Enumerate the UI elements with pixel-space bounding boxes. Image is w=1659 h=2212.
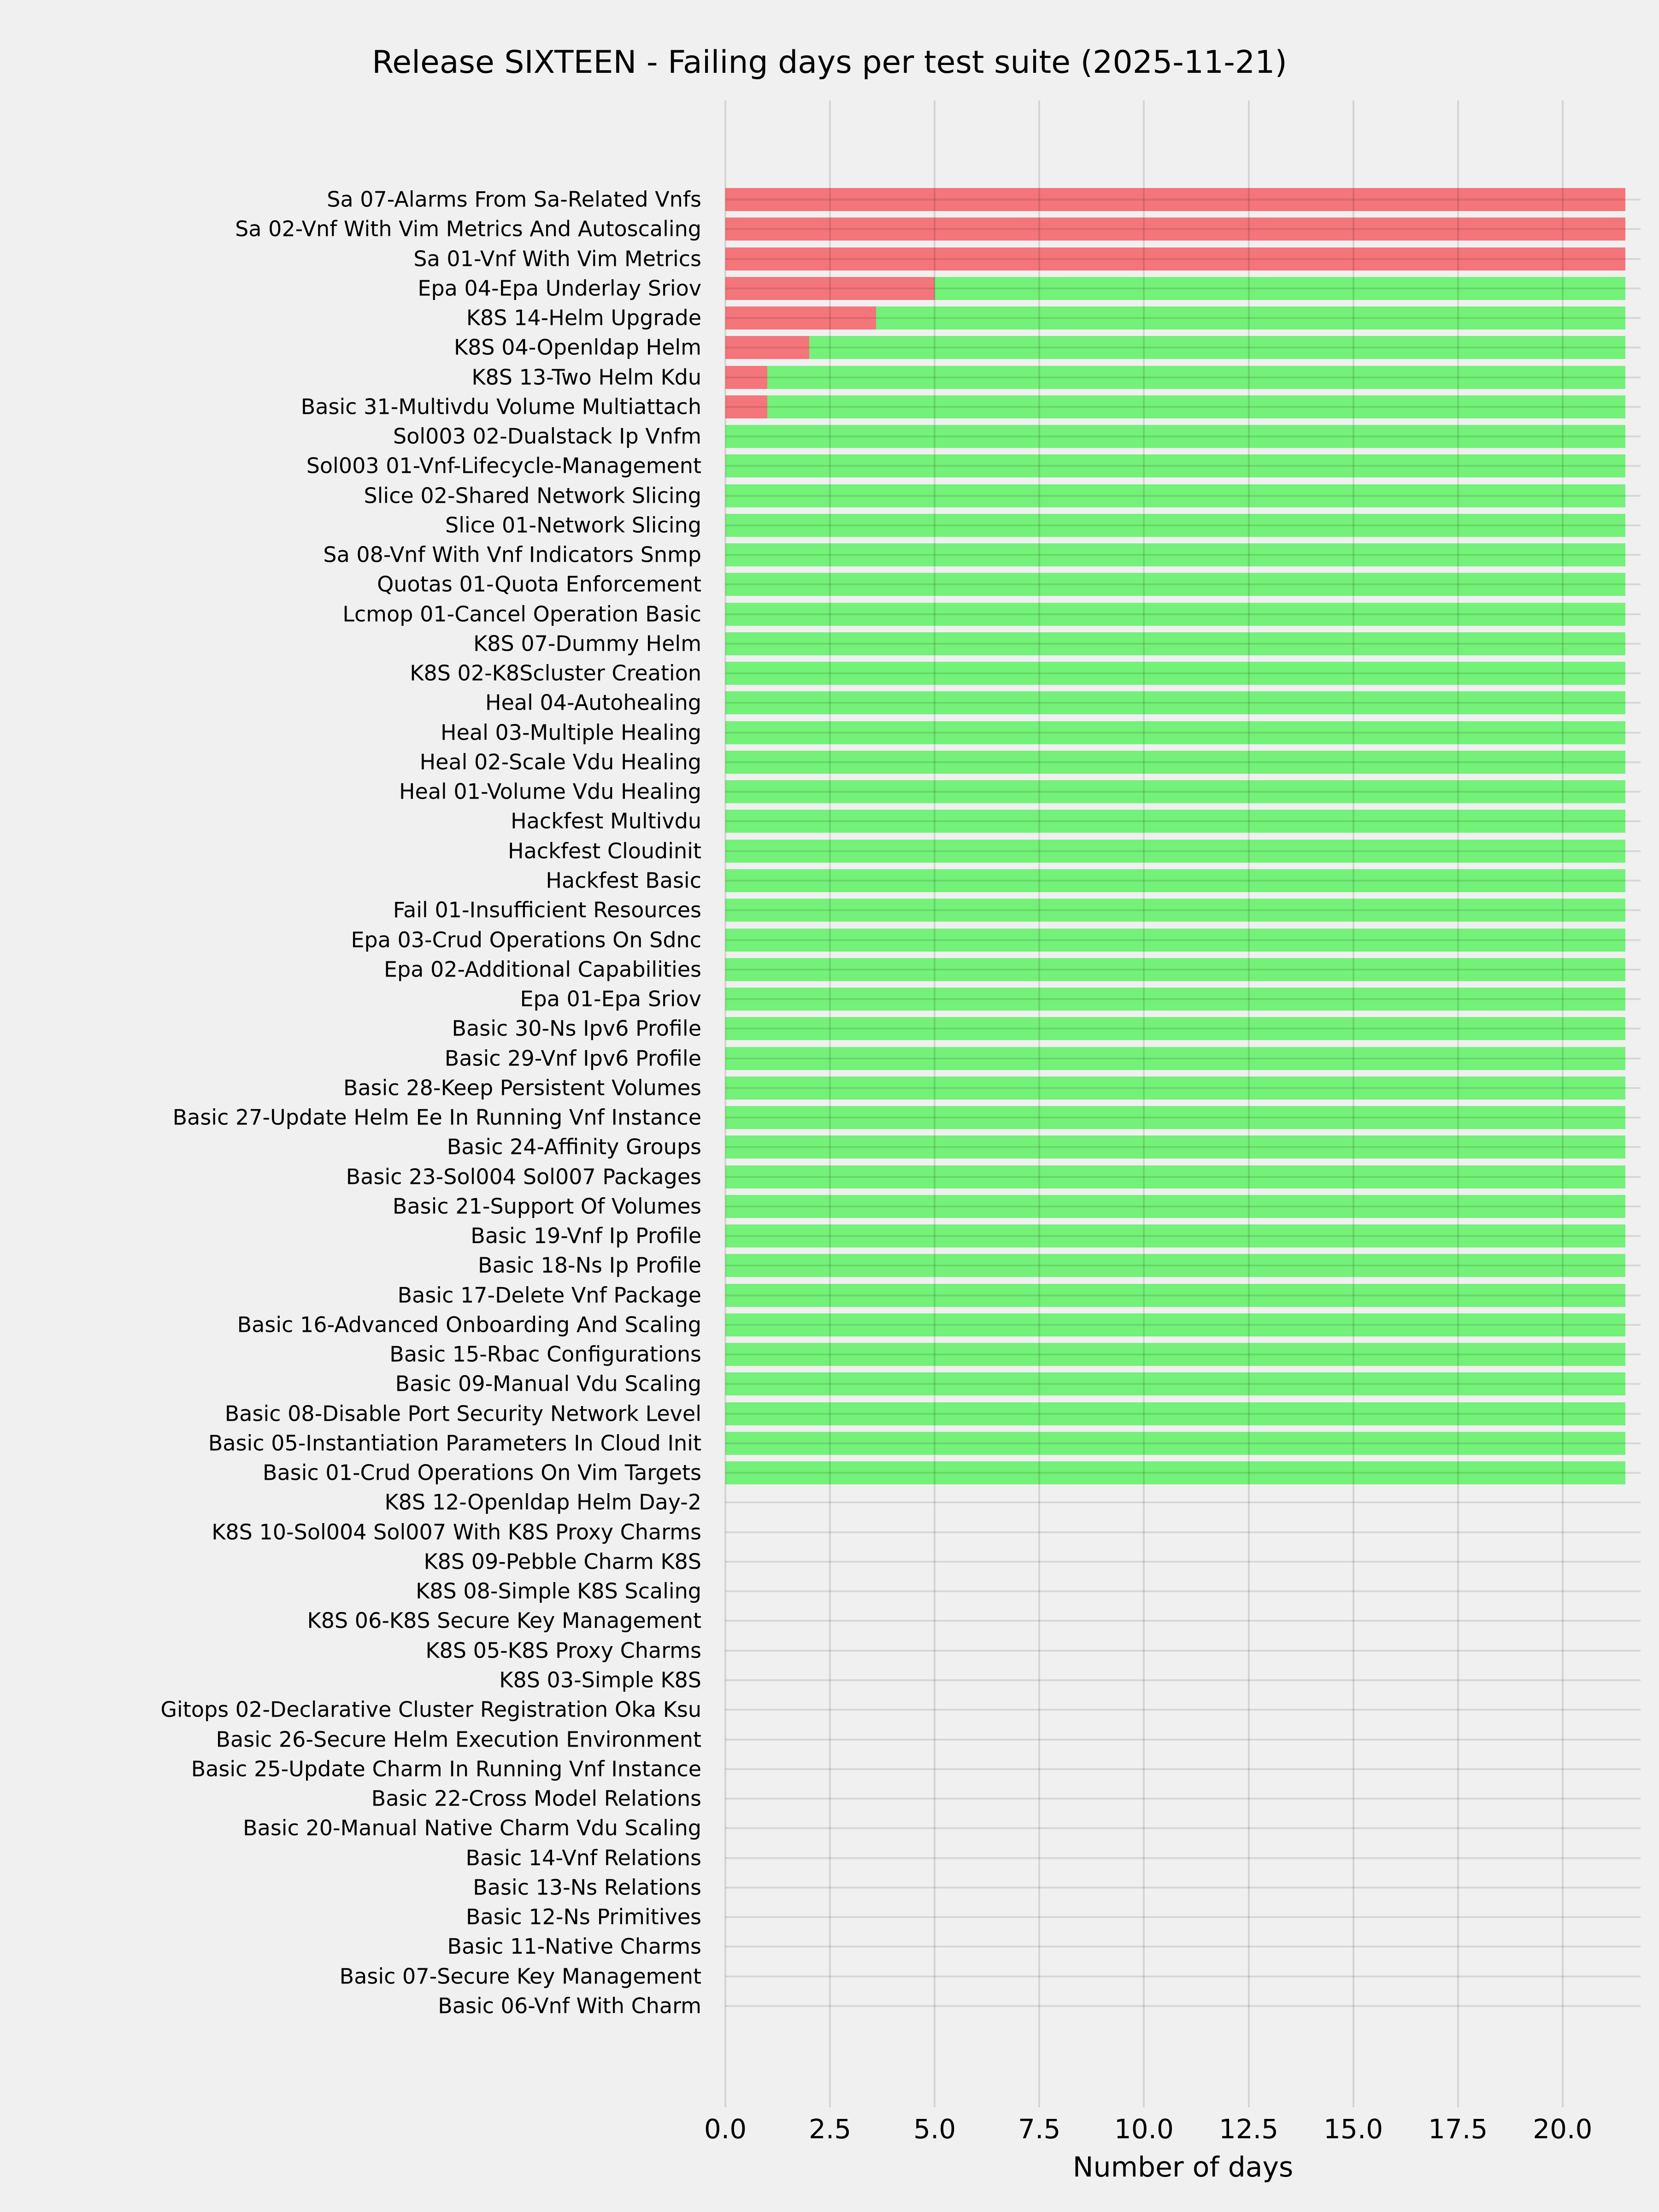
y-gridline bbox=[725, 258, 1641, 260]
x-gridline bbox=[934, 100, 935, 2107]
y-gridline bbox=[725, 1235, 1641, 1237]
category-label: Basic 05-Instantiation Parameters In Cloud Init bbox=[208, 1430, 701, 1456]
y-gridline bbox=[725, 406, 1641, 408]
x-tick-label: 7.5 bbox=[1018, 2113, 1061, 2145]
category-label: Basic 01-Crud Operations On Vim Targets bbox=[263, 1460, 701, 1485]
category-label: Heal 01-Volume Vdu Healing bbox=[399, 779, 701, 804]
category-label: Basic 19-Vnf Ip Profile bbox=[471, 1223, 701, 1248]
category-label: Sa 08-Vnf With Vnf Indicators Snmp bbox=[323, 542, 701, 567]
category-label: Heal 02-Scale Vdu Healing bbox=[419, 749, 701, 775]
x-axis-title: Number of days bbox=[1072, 2151, 1294, 2183]
y-gridline bbox=[725, 495, 1641, 497]
category-label: Gitops 02-Declarative Cluster Registration Oka Ksu bbox=[160, 1697, 701, 1722]
x-tick-label: 0.0 bbox=[704, 2113, 747, 2145]
y-gridline bbox=[725, 880, 1641, 882]
category-label: Basic 29-Vnf Ipv6 Profile bbox=[444, 1046, 701, 1071]
category-label: Basic 20-Manual Native Charm Vdu Scaling bbox=[243, 1816, 701, 1841]
x-gridline bbox=[724, 100, 726, 2107]
category-label: Slice 01-Network Slicing bbox=[445, 512, 701, 538]
y-gridline bbox=[725, 909, 1641, 911]
x-tick-label: 20.0 bbox=[1533, 2113, 1593, 2145]
category-label: Basic 22-Cross Model Relations bbox=[371, 1786, 701, 1811]
x-tick-label: 12.5 bbox=[1218, 2113, 1279, 2145]
x-gridline bbox=[1353, 100, 1354, 2107]
category-label: K8S 12-Openldap Helm Day-2 bbox=[384, 1490, 701, 1515]
y-gridline bbox=[725, 998, 1641, 1000]
y-gridline bbox=[725, 1827, 1641, 1829]
category-label: K8S 02-K8Scluster Creation bbox=[410, 660, 701, 686]
x-gridline bbox=[1248, 100, 1250, 2107]
y-gridline bbox=[725, 554, 1641, 556]
y-gridline bbox=[725, 1887, 1641, 1888]
category-label: Epa 03-Crud Operations On Sdnc bbox=[351, 927, 701, 953]
y-gridline bbox=[725, 850, 1641, 852]
x-gridline bbox=[829, 100, 831, 2107]
category-label: Basic 13-Ns Relations bbox=[473, 1875, 701, 1900]
y-gridline bbox=[725, 1383, 1641, 1385]
category-label: Basic 12-Ns Primitives bbox=[465, 1904, 701, 1930]
y-gridline bbox=[725, 1531, 1641, 1533]
category-label: Basic 15-Rbac Configurations bbox=[389, 1341, 701, 1367]
category-label: Basic 24-Affinity Groups bbox=[447, 1135, 701, 1160]
category-label: Basic 18-Ns Ip Profile bbox=[478, 1253, 701, 1278]
category-label: K8S 10-Sol004 Sol007 With K8S Proxy Charms bbox=[212, 1519, 701, 1545]
y-gridline bbox=[725, 2005, 1641, 2007]
category-label: K8S 08-Simple K8S Scaling bbox=[416, 1578, 701, 1604]
category-label: Hackfest Multivdu bbox=[511, 809, 701, 834]
x-gridline bbox=[1562, 100, 1564, 2107]
category-label: Basic 21-Support Of Volumes bbox=[392, 1194, 701, 1219]
category-label: Fail 01-Insufficient Resources bbox=[393, 897, 701, 923]
y-gridline bbox=[725, 1117, 1641, 1118]
category-label: K8S 04-Openldap Helm bbox=[454, 335, 701, 360]
category-label: Basic 26-Secure Helm Execution Environment bbox=[216, 1727, 701, 1752]
category-label: Heal 04-Autohealing bbox=[485, 690, 701, 716]
y-gridline bbox=[725, 435, 1641, 437]
x-tick-label: 5.0 bbox=[913, 2113, 956, 2145]
y-gridline bbox=[725, 1798, 1641, 1800]
y-gridline bbox=[725, 1976, 1641, 1977]
y-gridline bbox=[725, 1739, 1641, 1741]
y-gridline bbox=[725, 1442, 1641, 1444]
y-gridline bbox=[725, 613, 1641, 615]
category-label: Basic 16-Advanced Onboarding And Scaling bbox=[237, 1312, 701, 1337]
y-gridline bbox=[725, 1620, 1641, 1622]
y-gridline bbox=[725, 791, 1641, 793]
chart-title: Release SIXTEEN - Failing days per test suite (2025-11-21) bbox=[372, 44, 1287, 81]
y-gridline bbox=[725, 761, 1641, 763]
category-label: Sa 01-Vnf With Vim Metrics bbox=[413, 246, 701, 271]
y-gridline bbox=[725, 1946, 1641, 1947]
y-gridline bbox=[725, 672, 1641, 674]
category-label: Heal 03-Multiple Healing bbox=[441, 720, 701, 745]
category-label: Sol003 02-Dualstack Ip Vnfm bbox=[393, 424, 701, 449]
y-gridline bbox=[725, 702, 1641, 704]
category-label: K8S 13-Two Helm Kdu bbox=[471, 365, 701, 390]
y-gridline bbox=[725, 1087, 1641, 1089]
y-axis-category-labels bbox=[0, 100, 713, 2107]
x-gridline bbox=[1143, 100, 1145, 2107]
y-gridline bbox=[725, 1353, 1641, 1355]
category-label: Basic 27-Update Helm Ee In Running Vnf Instance bbox=[172, 1105, 701, 1130]
y-gridline bbox=[725, 1413, 1641, 1415]
category-label: K8S 03-Simple K8S bbox=[499, 1667, 701, 1693]
y-gridline bbox=[725, 939, 1641, 941]
y-gridline bbox=[725, 643, 1641, 645]
category-label: Sa 07-Alarms From Sa-Related Vnfs bbox=[327, 187, 701, 212]
x-tick-label: 10.0 bbox=[1114, 2113, 1174, 2145]
x-gridline bbox=[1457, 100, 1459, 2107]
x-tick-label: 2.5 bbox=[808, 2113, 852, 2145]
y-gridline bbox=[725, 1472, 1641, 1474]
category-label: Epa 02-Additional Capabilities bbox=[383, 957, 701, 982]
category-label: Epa 04-Epa Underlay Sriov bbox=[418, 276, 701, 301]
y-gridline bbox=[725, 1294, 1641, 1296]
category-label: Basic 28-Keep Persistent Volumes bbox=[343, 1075, 701, 1100]
category-label: K8S 09-Pebble Charm K8S bbox=[424, 1549, 701, 1574]
y-gridline bbox=[725, 1028, 1641, 1030]
y-gridline bbox=[725, 317, 1641, 319]
y-gridline bbox=[725, 1561, 1641, 1563]
category-label: Sa 02-Vnf With Vim Metrics And Autoscaling bbox=[235, 216, 701, 241]
category-label: Basic 08-Disable Port Security Network Level bbox=[224, 1401, 701, 1426]
category-label: Basic 07-Secure Key Management bbox=[339, 1964, 701, 1989]
category-label: Basic 06-Vnf With Charm bbox=[438, 1993, 701, 2018]
x-tick-label: 15.0 bbox=[1324, 2113, 1383, 2145]
category-label: Sol003 01-Vnf-Lifecycle-Management bbox=[306, 453, 701, 479]
category-label: Basic 09-Manual Vdu Scaling bbox=[395, 1371, 701, 1397]
y-gridline bbox=[725, 1768, 1641, 1770]
plot-area bbox=[725, 100, 1641, 2107]
category-label: K8S 14-Helm Upgrade bbox=[466, 305, 701, 330]
category-label: Epa 01-Epa Sriov bbox=[520, 986, 701, 1012]
category-label: Basic 14-Vnf Relations bbox=[465, 1845, 701, 1871]
y-gridline bbox=[725, 1679, 1641, 1681]
category-label: Hackfest Basic bbox=[546, 868, 701, 893]
y-gridline bbox=[725, 465, 1641, 467]
y-gridline bbox=[725, 1916, 1641, 1918]
category-label: K8S 07-Dummy Helm bbox=[473, 631, 701, 656]
y-gridline bbox=[725, 1146, 1641, 1148]
category-label: Quotas 01-Quota Enforcement bbox=[377, 572, 701, 597]
y-gridline bbox=[725, 1590, 1641, 1592]
y-gridline bbox=[725, 1857, 1641, 1859]
category-label: K8S 05-K8S Proxy Charms bbox=[425, 1638, 701, 1663]
y-gridline bbox=[725, 1324, 1641, 1326]
y-gridline bbox=[725, 199, 1641, 200]
category-label: Basic 11-Native Charms bbox=[447, 1934, 701, 1959]
y-gridline bbox=[725, 524, 1641, 526]
y-gridline bbox=[725, 1650, 1641, 1652]
y-gridline bbox=[725, 1176, 1641, 1178]
y-gridline bbox=[725, 1501, 1641, 1503]
y-gridline bbox=[725, 969, 1641, 971]
category-label: Basic 31-Multivdu Volume Multiattach bbox=[300, 394, 701, 419]
y-gridline bbox=[725, 228, 1641, 230]
x-tick-label: 17.5 bbox=[1428, 2113, 1488, 2145]
y-gridline bbox=[725, 288, 1641, 289]
category-label: Basic 23-Sol004 Sol007 Packages bbox=[346, 1164, 701, 1189]
y-gridline bbox=[725, 1206, 1641, 1207]
category-label: Basic 25-Update Charm In Running Vnf Instance bbox=[191, 1756, 701, 1782]
category-label: Basic 17-Delete Vnf Package bbox=[397, 1282, 701, 1308]
category-label: Lcmop 01-Cancel Operation Basic bbox=[342, 601, 701, 627]
y-gridline bbox=[725, 820, 1641, 822]
y-gridline bbox=[725, 1058, 1641, 1059]
y-gridline bbox=[725, 583, 1641, 585]
y-gridline bbox=[725, 377, 1641, 378]
category-label: Hackfest Cloudinit bbox=[508, 838, 701, 864]
category-label: Slice 02-Shared Network Slicing bbox=[364, 483, 701, 508]
y-gridline bbox=[725, 1265, 1641, 1266]
y-gridline bbox=[725, 732, 1641, 734]
category-label: Basic 30-Ns Ipv6 Profile bbox=[452, 1016, 701, 1041]
category-label: K8S 06-K8S Secure Key Management bbox=[307, 1608, 701, 1634]
y-gridline bbox=[725, 1709, 1641, 1711]
x-gridline bbox=[1038, 100, 1040, 2107]
y-gridline bbox=[725, 347, 1641, 348]
